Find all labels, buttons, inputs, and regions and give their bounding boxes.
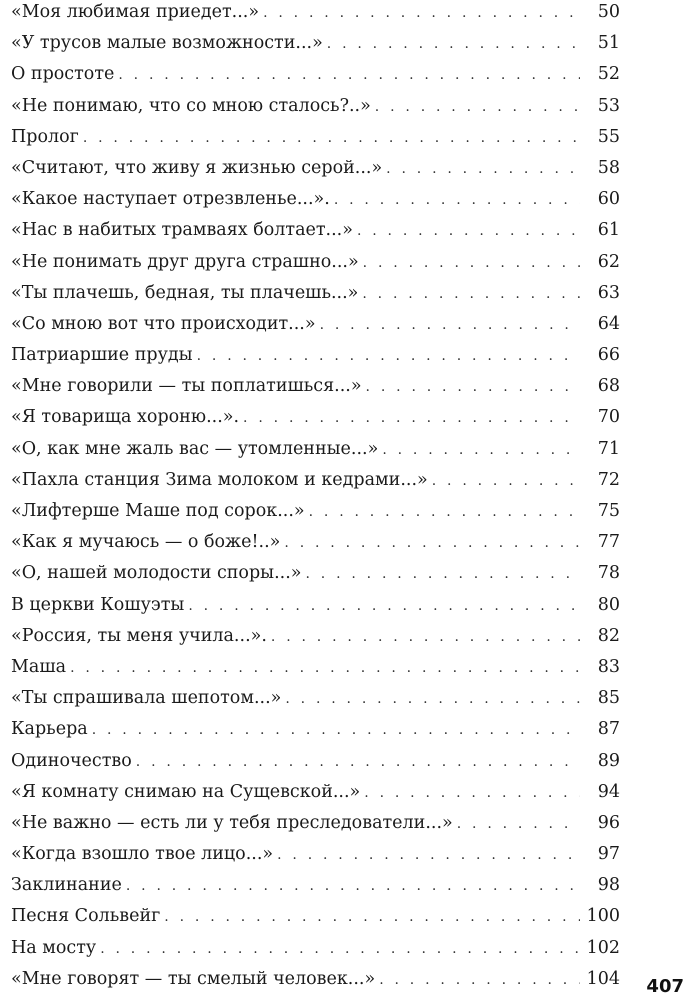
toc-entry-page: 98 (597, 875, 620, 896)
toc-entry-title: В церкви Кошуэты (11, 594, 185, 615)
toc-entry (11, 28, 620, 59)
toc-entry (11, 870, 620, 901)
toc-entry-title: О простоте (11, 64, 115, 85)
toc-entry (11, 215, 620, 246)
dot-leader (363, 248, 580, 279)
toc-entry (11, 777, 620, 808)
dot-leader (118, 60, 580, 91)
toc-entry-page: 75 (597, 501, 620, 521)
toc-entry (11, 496, 620, 527)
dot-leader (164, 902, 580, 933)
toc-entry-title: «Моя любимая приедет...» (11, 2, 260, 22)
toc-entry-page: 60 (597, 189, 620, 210)
dot-leader (188, 591, 580, 622)
toc-entry (11, 621, 620, 652)
toc-entry-page: 68 (597, 376, 620, 397)
toc-entry-title: «У трусов малые возможности...» (11, 33, 323, 54)
dot-leader (357, 216, 580, 247)
dot-leader (334, 185, 580, 216)
dot-leader (379, 965, 580, 996)
dot-leader (243, 403, 580, 434)
toc-entry-page: 62 (597, 251, 620, 272)
dot-leader (83, 123, 580, 154)
toc-entry (11, 153, 620, 184)
dot-leader (197, 341, 580, 372)
toc-entry (11, 340, 620, 371)
dot-leader (136, 747, 580, 778)
toc-entry-title: Карьера (11, 719, 88, 740)
toc-entry-title: На мосту (11, 937, 97, 958)
dot-leader (366, 372, 580, 403)
toc-entry-title: «Ты плачешь, бедная, ты плачешь...» (11, 282, 359, 303)
toc-entry-title: Заклинание (11, 875, 122, 896)
toc-entry-title: «Не важно — есть ли у тебя преследователи...» (11, 812, 453, 833)
toc-entry-title: «Со мною вот что происходит...» (11, 313, 316, 334)
toc-entry-page: 61 (597, 220, 620, 241)
toc-entry-page: 77 (597, 532, 620, 553)
dot-leader (271, 622, 580, 653)
toc-entry-page: 66 (597, 345, 620, 366)
toc-entry (11, 184, 620, 215)
toc-entry-title: Одиночество (11, 750, 132, 771)
toc-entry-title: «Считают, что живу я жизнью серой...» (11, 157, 383, 178)
dot-leader (284, 528, 580, 559)
toc-entry-page: 96 (597, 812, 620, 833)
toc-entry-title: «Мне говорили — ты поплатишься...» (11, 376, 362, 397)
toc-entry (11, 0, 620, 28)
toc-entry (11, 652, 620, 683)
table-of-contents (11, 0, 620, 995)
toc-entry-title: «Не понимать друг друга страшно...» (11, 251, 359, 272)
dot-leader (432, 466, 580, 497)
dot-leader (92, 715, 580, 746)
toc-entry-title: «Какое наступает отрезвленье...». (11, 189, 330, 210)
toc-entry-page: 63 (597, 282, 620, 303)
toc-entry (11, 59, 620, 90)
toc-entry-page: 53 (597, 95, 620, 116)
toc-entry-title: «Ты спрашивала шепотом...» (11, 688, 282, 709)
toc-entry-title: Маша (11, 656, 67, 677)
toc-entry-title: Патриаршие пруды (11, 345, 193, 366)
toc-entry-title: «Как я мучаюсь — о боже!..» (11, 532, 281, 553)
dot-leader (263, 0, 580, 29)
toc-entry (11, 434, 620, 465)
dot-leader (375, 92, 580, 123)
page-number: 407 (646, 976, 684, 997)
toc-entry-page: 87 (597, 719, 620, 740)
toc-entry-title: «Не понимаю, что со мною сталось?..» (11, 95, 371, 116)
dot-leader (277, 840, 580, 871)
toc-entry (11, 901, 620, 932)
toc-entry-title: Пролог (11, 126, 79, 147)
toc-entry-title: Песня Сольвейг (11, 906, 161, 927)
toc-entry-page: 52 (597, 64, 620, 85)
toc-entry (11, 247, 620, 278)
dot-leader (100, 934, 580, 965)
toc-entry-title: «Нас в набитых трамваях болтает...» (11, 220, 353, 241)
dot-leader (320, 310, 580, 341)
toc-entry-page: 58 (597, 157, 620, 178)
dot-leader (457, 809, 580, 840)
toc-entry-page: 78 (597, 563, 620, 584)
toc-entry-page: 80 (597, 594, 620, 615)
toc-entry (11, 309, 620, 340)
toc-entry-page: 50 (597, 2, 620, 22)
toc-entry-title: «О, нашей молодости споры...» (11, 563, 302, 584)
dot-leader (285, 684, 580, 715)
toc-entry (11, 465, 620, 496)
toc-entry-page: 97 (597, 844, 620, 865)
dot-leader (309, 497, 580, 528)
toc-entry-page: 104 (586, 968, 620, 989)
toc-entry (11, 933, 620, 964)
dot-leader (305, 559, 580, 590)
toc-entry (11, 808, 620, 839)
toc-entry (11, 278, 620, 309)
toc-entry (11, 964, 620, 995)
toc-entry-title: «Россия, ты меня учила...». (11, 625, 267, 646)
toc-entry-title: «О, как мне жаль вас — утомленные...» (11, 438, 379, 459)
toc-entry-page: 55 (597, 126, 620, 147)
toc-entry-title: «Когда взошло твое лицо...» (11, 844, 274, 865)
toc-entry-page: 83 (597, 656, 620, 677)
toc-entry-page: 72 (597, 469, 620, 490)
toc-entry-page: 82 (597, 625, 620, 646)
toc-entry-page: 94 (597, 781, 620, 802)
toc-entry-title: «Мне говорят — ты смелый человек...» (11, 968, 376, 989)
toc-entry-page: 71 (597, 438, 620, 459)
toc-entry (11, 371, 620, 402)
dot-leader (386, 154, 580, 185)
toc-entry (11, 746, 620, 777)
toc-entry (11, 714, 620, 745)
toc-entry (11, 527, 620, 558)
toc-entry (11, 683, 620, 714)
toc-entry-page: 51 (597, 33, 620, 54)
toc-entry-title: «Я товарища хороню...». (11, 407, 240, 428)
dot-leader (362, 279, 580, 310)
toc-entry (11, 122, 620, 153)
dot-leader (327, 29, 580, 60)
toc-entry (11, 839, 620, 870)
toc-entry-title: «Я комнату снимаю на Сущевской...» (11, 781, 361, 802)
dot-leader (70, 653, 580, 684)
toc-entry (11, 590, 620, 621)
dot-leader (382, 435, 580, 466)
toc-entry-page: 85 (597, 688, 620, 709)
toc-entry-title: «Пахла станция Зима молоком и кедрами...» (11, 469, 428, 490)
toc-entry-page: 100 (586, 906, 620, 927)
toc-entry (11, 558, 620, 589)
toc-entry-page: 70 (597, 407, 620, 428)
toc-entry-page: 89 (597, 750, 620, 771)
toc-entry-page: 102 (586, 937, 620, 958)
toc-entry (11, 402, 620, 433)
toc-entry-page: 64 (597, 313, 620, 334)
dot-leader (126, 871, 580, 902)
toc-entry (11, 91, 620, 122)
toc-entry-title: «Лифтерше Маше под сорок...» (11, 501, 305, 521)
dot-leader (364, 778, 580, 809)
